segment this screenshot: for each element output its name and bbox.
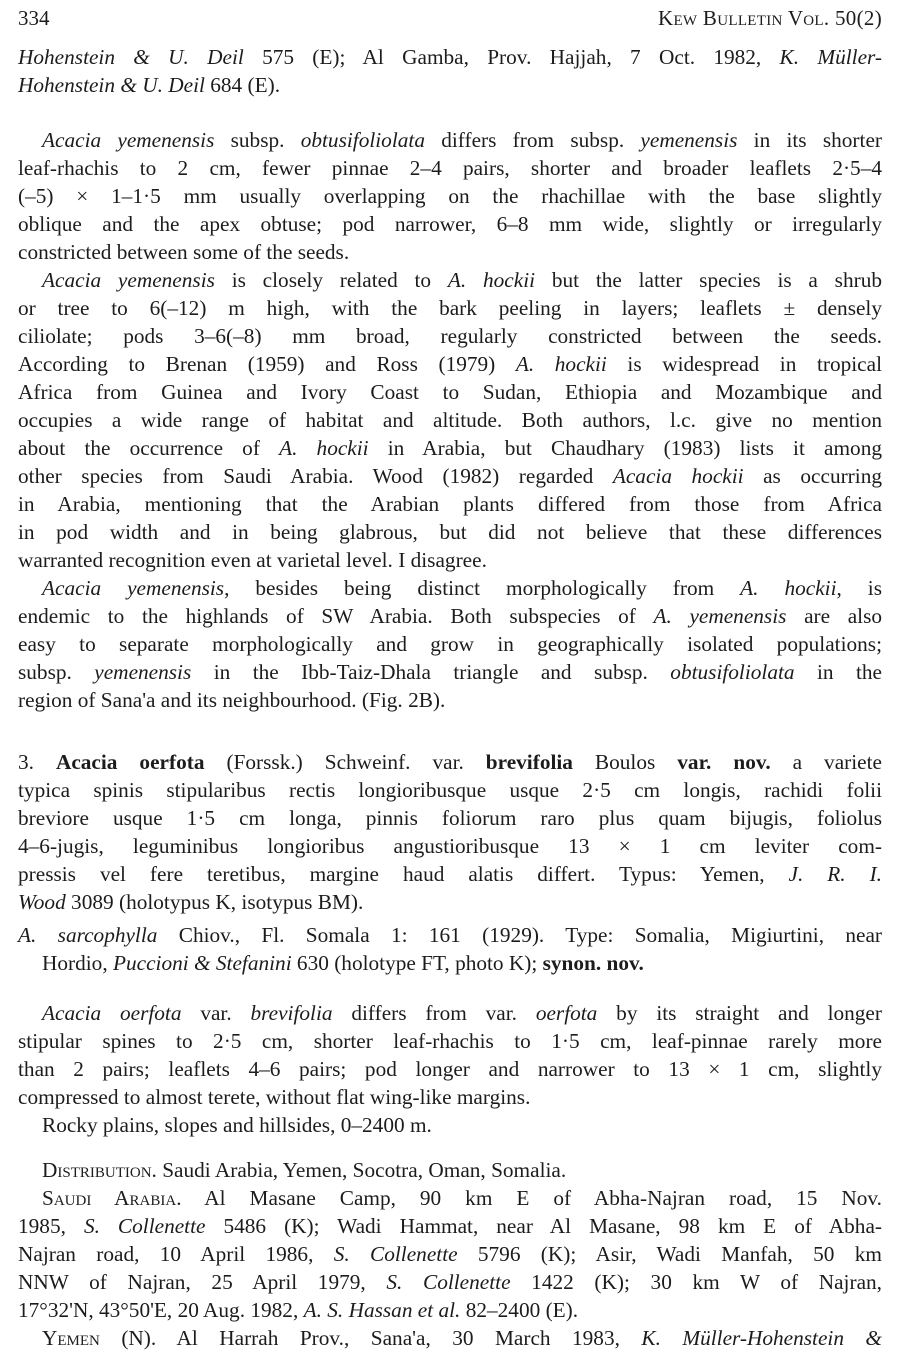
text: warranted recognition even at varietal level. I disagree.: [18, 548, 487, 572]
text: or tree to 6(–12) m high, with the bark peeling in layers; leaflets ± densely: [18, 296, 882, 320]
italic-text: oerfota: [535, 1001, 598, 1025]
text-line: [18, 1296, 882, 1324]
text: (N). Al Harrah Prov., Sana'a, 30 March 1983,: [99, 1326, 642, 1350]
variety-comparison: [18, 999, 882, 1139]
text: 630 (holotype FT, photo K);: [291, 951, 543, 975]
text: as occurring: [743, 464, 882, 488]
text-line: [18, 434, 882, 462]
italic-text: obtusifoliolata: [670, 660, 795, 684]
text: pressis vel fere teretibus, margine haud alatis differt. Typus: Yemen,: [18, 862, 789, 886]
bold-text: Acacia oerfota: [55, 750, 205, 774]
text: 4–6-jugis, leguminibus longioribus angustioribusque 13 × 1 cm leviter com-: [18, 834, 882, 858]
text-line: [18, 1268, 882, 1296]
text: 17°32'N, 43°50'E, 20 Aug. 1982,: [18, 1298, 304, 1322]
text: stipular spines to 2·5 cm, shorter leaf-rhachis to 1·5 cm, leaf-pinnae rarely more: [18, 1029, 882, 1053]
text-line: [18, 462, 882, 490]
text: Boulos: [572, 750, 678, 774]
text: Najran road, 10 April 1986,: [18, 1242, 334, 1266]
text-line: [18, 490, 882, 518]
italic-text: A. sarcophylla: [18, 923, 158, 947]
text: than 2 pairs; leaflets 4–6 pairs; pod longer and narrower to 13 × 1 cm, slightly: [18, 1057, 882, 1081]
text-line: [18, 294, 882, 322]
italic-text: Hohenstein & U. Deil: [18, 45, 244, 69]
page-number: 334: [18, 6, 50, 30]
text-line: [18, 1055, 882, 1083]
small-caps-heading: Saudi Arabia: [42, 1186, 177, 1210]
text-line: [18, 71, 882, 99]
italic-text: Puccioni & Stefanini: [112, 951, 292, 975]
text: 1422 (K); 30 km W of Najran,: [510, 1270, 882, 1294]
text: but the latter species is a shrub: [535, 268, 882, 292]
text: 5486 (K); Wadi Hammat, near Al Masane, 98 km E of Abha-: [205, 1214, 882, 1238]
italic-text: obtusifoliolata: [300, 128, 425, 152]
text: . Saudi Arabia, Yemen, Socotra, Oman, Somalia.: [151, 1158, 567, 1182]
text: var.: [181, 1001, 251, 1025]
text: oblique and the apex obtuse; pod narrower, 6–8 mm wide, slightly or irregularly: [18, 212, 882, 236]
text-line: [18, 748, 882, 776]
text-line: [18, 921, 882, 949]
text-line: [18, 832, 882, 860]
volume-number: 50(2): [835, 6, 882, 30]
text-line: [18, 1324, 882, 1352]
text-line: [18, 518, 882, 546]
text-line: [18, 1184, 882, 1212]
text: in the: [794, 660, 882, 684]
text-line: [18, 1212, 882, 1240]
italic-text: S. Collenette: [386, 1270, 511, 1294]
italic-text: Hohenstein & U. Deil: [18, 73, 205, 97]
text: Africa from Guinea and Ivory Coast to Sudan, Ethiopia and Mozambique and: [18, 380, 882, 404]
specimen-continuation: [18, 43, 882, 99]
text: , is: [836, 576, 883, 600]
text: endemic to the highlands of SW Arabia. Both subspecies of: [18, 604, 654, 628]
text: . Al Masane Camp, 90 km E of Abha-Najran road, 15 Nov.: [176, 1186, 882, 1210]
text: is widespread in tropical: [606, 352, 882, 376]
text-line: [18, 888, 882, 916]
text: easy to separate morphologically and grow in geographically isolated populations;: [18, 632, 882, 656]
text-line: [18, 804, 882, 832]
text: other species from Saudi Arabia. Wood (1982) regarded: [18, 464, 613, 488]
text-line: [18, 1156, 882, 1184]
journal-title: Kew Bulletin Vol.: [658, 6, 830, 30]
text-line: [18, 238, 882, 266]
italic-text: K. Müller-Hohenstein &: [641, 1326, 882, 1350]
text-line: [18, 322, 882, 350]
bold-text: brevifolia: [485, 750, 573, 774]
species-description: [18, 748, 882, 916]
text: 3.: [18, 750, 56, 774]
italic-text: A. hockii: [447, 268, 536, 292]
italic-text: S. Collenette: [333, 1242, 458, 1266]
text: According to Brenan (1959) and Ross (1979): [18, 352, 516, 376]
italic-text: A. S. Hassan et al.: [303, 1298, 461, 1322]
text: 3089 (holotypus K, isotypus BM).: [65, 890, 364, 914]
text-line: [18, 630, 882, 658]
text: subsp.: [214, 128, 301, 152]
text: are also: [786, 604, 883, 628]
italic-text: S. Collenette: [83, 1214, 206, 1238]
italic-text: A. hockii: [740, 576, 837, 600]
italic-text: K. Müller-: [779, 45, 882, 69]
text: in its shorter: [737, 128, 882, 152]
text: a variete: [770, 750, 882, 774]
text: region of Sana'a and its neighbourhood. (Fig. 2B).: [18, 688, 446, 712]
bold-text: synon. nov.: [542, 951, 644, 975]
text: typica spinis stipularibus rectis longioribusque usque 2·5 cm longis, rachidi folii: [18, 778, 882, 802]
text-line: [18, 266, 882, 294]
italic-text: Acacia hockii: [612, 464, 744, 488]
text-line: [18, 949, 882, 977]
text-line: [18, 406, 882, 434]
text: by its straight and longer: [597, 1001, 882, 1025]
text: 82–2400 (E).: [460, 1298, 579, 1322]
text-line: [18, 1027, 882, 1055]
text-line: [18, 1111, 882, 1139]
text: 575 (E); Al Gamba, Prov. Hajjah, 7 Oct. 1982,: [243, 45, 780, 69]
text-line: [18, 776, 882, 804]
small-caps-heading: Yemen: [42, 1326, 100, 1350]
text-line: [18, 210, 882, 238]
italic-text: A. hockii: [279, 436, 369, 460]
text: in Arabia, but Chaudhary (1983) lists it among: [368, 436, 883, 460]
text: Hordio,: [42, 951, 113, 975]
text: breviore usque 1·5 cm longa, pinnis foliorum raro plus quam bijugis, foliolus: [18, 806, 882, 830]
italic-text: A. yemenensis: [653, 604, 787, 628]
text-line: [18, 602, 882, 630]
italic-text: Acacia yemenensis: [42, 128, 215, 152]
text: in the Ibb-Taiz-Dhala triangle and subsp.: [191, 660, 671, 684]
text-line: [18, 546, 882, 574]
text: compressed to almost terete, without flat wing-like margins.: [18, 1085, 531, 1109]
text-line: [18, 378, 882, 406]
text: is closely related to: [214, 268, 448, 292]
running-head: [658, 6, 882, 31]
text: (Forssk.) Schweinf. var.: [204, 750, 486, 774]
italic-text: A. hockii: [515, 352, 607, 376]
text-line: [18, 658, 882, 686]
text: 684 (E).: [204, 73, 281, 97]
italic-text: Acacia yemenensis: [42, 576, 225, 600]
text-line: [18, 860, 882, 888]
text: , besides being distinct morphologically from: [224, 576, 741, 600]
italic-text: Wood: [18, 890, 66, 914]
text: occupies a wide range of habitat and altitude. Both authors, l.c. give no mention: [18, 408, 882, 432]
italic-text: yemenensis: [94, 660, 192, 684]
bold-text: var. nov.: [677, 750, 771, 774]
text-line: [18, 686, 882, 714]
text: (–5) × 1–1·5 mm usually overlapping on the rhachillae with the base slightly: [18, 184, 882, 208]
text-line: [18, 1240, 882, 1268]
italic-text: yemenensis: [640, 128, 738, 152]
text-line: [18, 1083, 882, 1111]
text-line: [18, 350, 882, 378]
text: leaf-rhachis to 2 cm, fewer pinnae 2–4 pairs, shorter and broader leaflets 2·5–4: [18, 156, 882, 180]
text: ciliolate; pods 3–6(–8) mm broad, regularly constricted between the seeds.: [18, 324, 882, 348]
text: differs from subsp.: [424, 128, 641, 152]
italic-text: J. R. I.: [788, 862, 882, 886]
text: Rocky plains, slopes and hillsides, 0–2400 m.: [42, 1113, 432, 1137]
text: 5796 (K); Asir, Wadi Manfah, 50 km: [457, 1242, 882, 1266]
text: constricted between some of the seeds.: [18, 240, 350, 264]
text: in Arabia, mentioning that the Arabian plants differed from those from Africa: [18, 492, 882, 516]
synonym-entry: [18, 921, 882, 977]
text: subsp.: [18, 660, 95, 684]
text: Chiov., Fl. Somala 1: 161 (1929). Type: Somalia, Migiurtini, near: [157, 923, 882, 947]
text: 1985,: [18, 1214, 84, 1238]
text: differs from var.: [332, 1001, 536, 1025]
text: NNW of Najran, 25 April 1979,: [18, 1270, 387, 1294]
text-line: [18, 182, 882, 210]
italic-text: Acacia oerfota: [42, 1001, 182, 1025]
text-line: [18, 126, 882, 154]
text-line: [18, 43, 882, 71]
text: in pod width and in being glabrous, but did not believe that these differences: [18, 520, 882, 544]
distribution-section: [18, 1156, 882, 1352]
text-line: [18, 574, 882, 602]
italic-text: Acacia yemenensis: [42, 268, 215, 292]
discussion-paragraphs: [18, 126, 882, 714]
italic-text: brevifolia: [250, 1001, 333, 1025]
text: about the occurrence of: [18, 436, 280, 460]
small-caps-heading: Distribution: [42, 1158, 152, 1182]
text-line: [18, 154, 882, 182]
text-line: [18, 999, 882, 1027]
